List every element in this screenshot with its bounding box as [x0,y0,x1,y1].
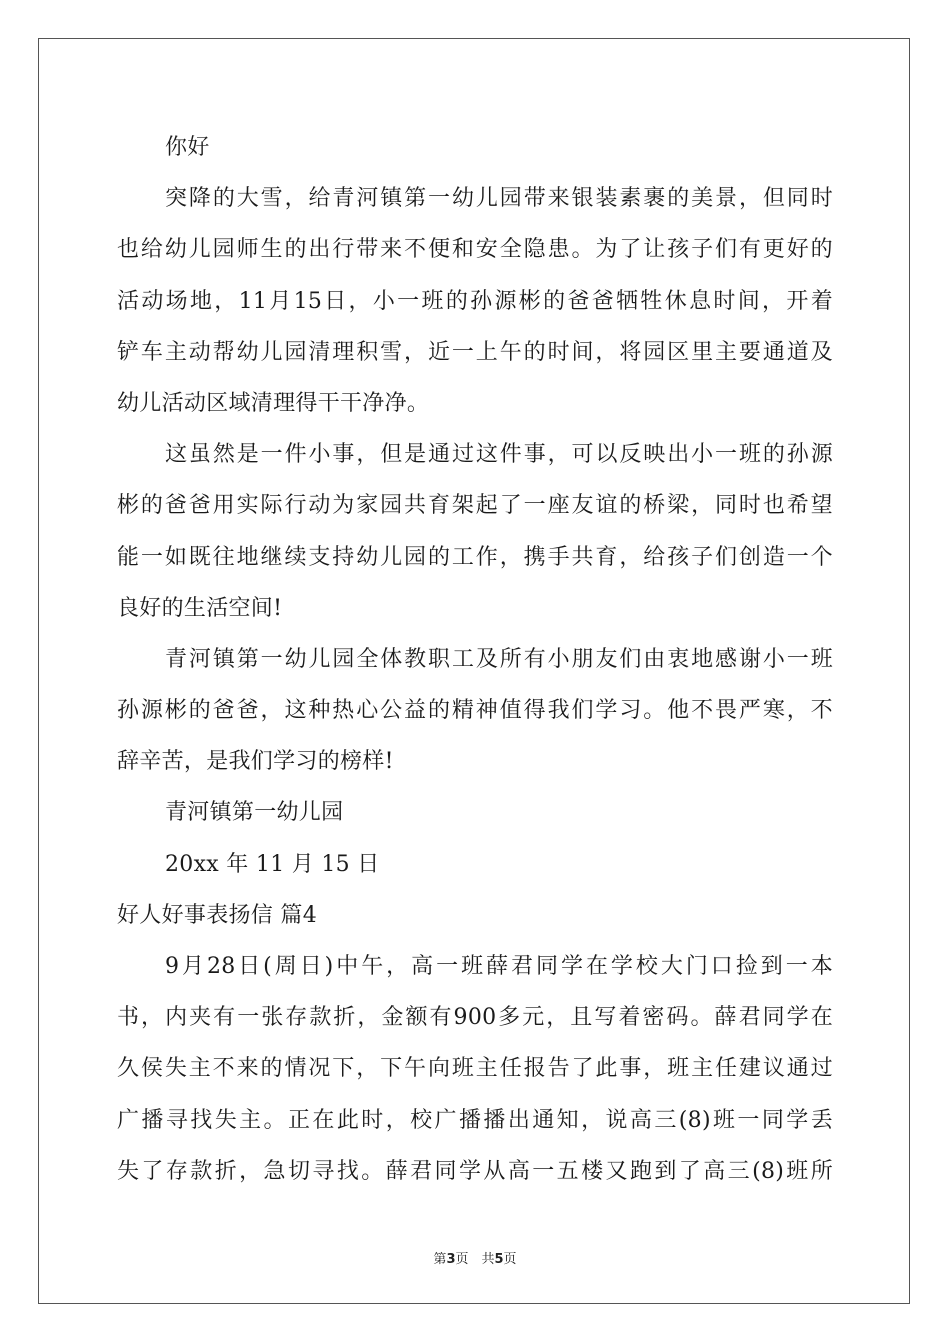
date: 20xx 年 11 月 15 日 [165,851,380,877]
signature: 青河镇第一幼儿园 [165,800,344,826]
page-total: 5 [494,1252,504,1267]
paragraph-2-line-1: 这虽然是一件小事，但是通过这件事，可以反映出小一班的孙源 [165,442,833,468]
paragraph-3-line-3: 辞辛苦，是我们学习的榜样! [117,749,394,775]
paragraph-1-line-5: 幼儿活动区域清理得干干净净。 [117,390,430,416]
paragraph-3-line-2: 孙源彬的爸爸，这种热心公益的精神值得我们学习。他不畏严寒，不 [117,698,833,724]
paragraph-1-line-1: 突降的大雪，给青河镇第一幼儿园带来银装素裹的美景，但同时 [165,186,833,212]
section-heading: 好人好事表扬信 篇4 [117,902,317,928]
paragraph-4-line-5: 失了存款折，急切寻找。薛君同学从高一五楼又跑到了高三(8)班所 [117,1158,833,1184]
document-body [117,127,833,1202]
paragraph-1-line-2: 也给幼儿园师生的出行带来不便和安全隐患。为了让孩子们有更好的 [117,237,833,263]
paragraph-4-line-4: 广播寻找失主。正在此时，校广播播出通知，说高三(8)班一同学丢 [117,1107,833,1133]
page-mid: 页 共 [455,1252,495,1267]
page-suffix: 页 [503,1252,517,1267]
paragraph-2-line-3: 能一如既往地继续支持幼儿园的工作，携手共育，给孩子们创造一个 [117,544,833,570]
page-footer [0,1248,950,1267]
paragraph-1-line-4: 铲车主动帮幼儿园清理积雪，近一上午的时间，将园区里主要通道及 [117,339,833,365]
greeting: 你好 [165,135,210,160]
paragraph-1-line-3: 活动场地，11月15日，小一班的孙源彬的爸爸牺牲休息时间，开着 [117,288,833,314]
paragraph-2-line-4: 良好的生活空间! [117,595,283,621]
paragraph-3-line-1: 青河镇第一幼儿园全体教职工及所有小朋友们由衷地感谢小一班 [165,646,833,672]
paragraph-4-line-1: 9月28日(周日)中午，高一班薛君同学在学校大门口捡到一本 [165,954,833,979]
paragraph-4-line-2: 书，内夹有一张存款折，金额有900多元，且写着密码。薛君同学在 [117,1005,833,1031]
paragraph-4-line-3: 久侯失主不来的情况下，下午向班主任报告了此事，班主任建议通过 [117,1056,833,1082]
page-prefix: 第 [433,1252,447,1267]
paragraph-2-line-2: 彬的爸爸用实际行动为家园共育架起了一座友谊的桥梁，同时也希望 [117,493,833,519]
page-current: 3 [446,1252,456,1267]
